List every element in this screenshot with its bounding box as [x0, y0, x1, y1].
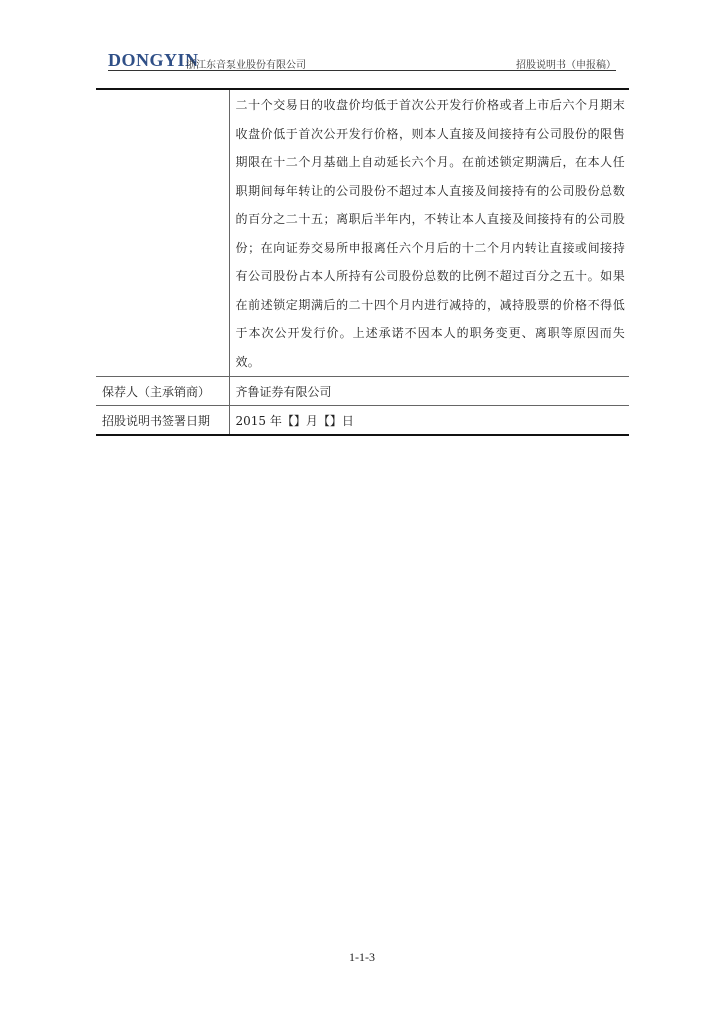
table-row	[96, 377, 629, 406]
sponsor-value: 齐鲁证券有限公司	[229, 377, 629, 406]
lockup-commitment-cell	[229, 89, 629, 377]
table-row	[96, 406, 629, 436]
company-logo: DONGYIN	[108, 50, 199, 70]
table-row	[96, 89, 629, 377]
info-table	[96, 88, 629, 436]
sign-date-value: 2015 年【】月【】日	[229, 406, 629, 436]
page-header	[108, 48, 616, 72]
page-number: 1-1-3	[349, 950, 375, 964]
empty-label-cell	[96, 89, 229, 377]
sponsor-label: 保荐人（主承销商）	[96, 377, 229, 406]
document-title: 招股说明书（申报稿）	[516, 60, 616, 71]
header-divider	[108, 70, 616, 71]
sign-date-label: 招股说明书签署日期	[96, 406, 229, 436]
company-name: 浙江东音泵业股份有限公司	[186, 60, 306, 71]
lockup-commitment-text: 二十个交易日的收盘价均低于首次公开发行价格或者上市后六个月期末收盘价低于首次公开发行价格，则本人直接及间接持有公司股份的限售期限在十二个月基础上自动延长六个月。在前述锁定期满后，在本人任职期间每年转让的公司股份不超过本人直接及间接持有的公司股份总数的百分之二十五；离职后半年内，不转让本人直接及间接持有的公司股份；在向证券交易所申报离任六个月后的十二个月内转让直接或间接持有公司股份占本人所持有公司股份总数的比例不超过百分之五十。如果在前述锁定期满后的二十四个月内进行减持的，减持股票的价格不得低于本次公开发行价。上述承诺不因本人的职务变更、离职等原因而失效。	[235, 98, 625, 369]
